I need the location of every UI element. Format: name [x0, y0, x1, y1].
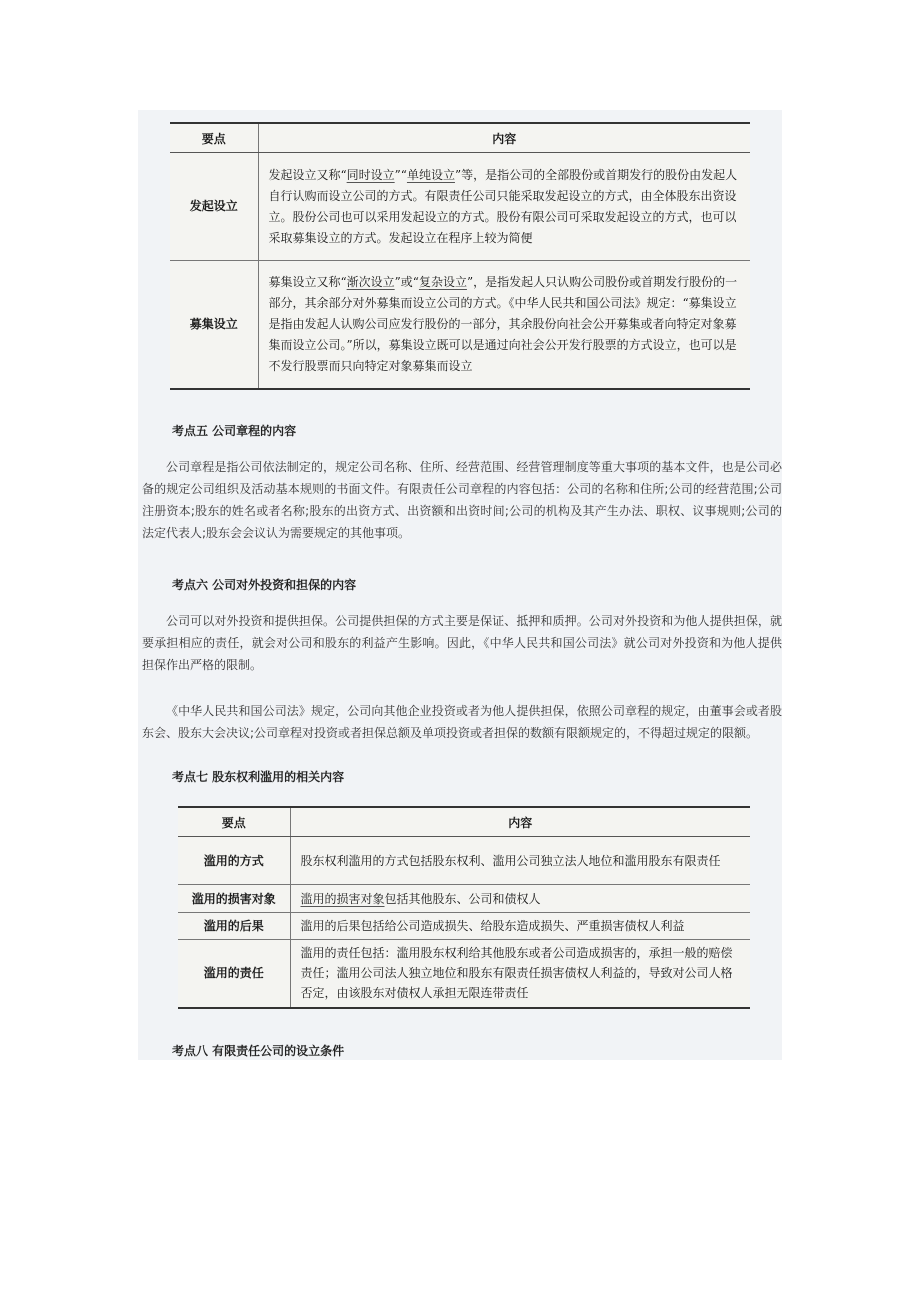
section-heading: 考点五 公司章程的内容	[172, 424, 297, 438]
column-header-content: 内容	[290, 807, 750, 837]
paragraph: 公司章程是指公司依法制定的，规定公司名称、住所、经营范围、经营管理制度等重大事项的基本文件，也是公司必备的规定公司组织及活动基本规则的书面文件。有限责任公司章程的内容包括：公司的名称和住所;公司的经营范围;公司注册资本;股东的姓名或者名称;股东的出资方式、出资额和出资时间;公司的机构及其产生办法、职权、议事规则;公司的法定代表人;股东会会议认为需要规定的其他事项。	[142, 460, 782, 540]
table-row	[178, 837, 750, 885]
table-header-row	[170, 123, 750, 153]
table-establishment-methods	[170, 122, 750, 390]
row-key: 发起设立	[170, 153, 258, 261]
row-content: 股东权利滥用的方式包括股东权利、滥用公司独立法人地位和滥用股东有限责任	[290, 837, 750, 885]
row-content: 滥用的责任包括：滥用股东权利给其他股东或者公司造成损害的，承担一般的赔偿责任；滥用公司法人独立地位和股东有限责任损害债权人利益的，导致对公司人格否定，由该股东对债权人承担无限连带责任	[290, 940, 750, 1008]
row-key: 滥用的损害对象	[178, 885, 290, 913]
content-area	[138, 110, 782, 1060]
section-heading: 考点六 公司对外投资和担保的内容	[172, 578, 357, 592]
row-content: 发起设立又称“同时设立”“单纯设立”等，是指公司的全部股份或首期发行的股份由发起人自行认购而设立公司的方式。有限责任公司只能采取发起设立的方式，由全体股东出资设立。股份公司也可以采用发起设立的方式。股份有限公司可采取发起设立的方式，也可以采取募集设立的方式。发起设立在程序上较为简便	[258, 153, 750, 261]
underlined-term: 渐次设立	[346, 274, 395, 289]
underlined-term: 滥用的损害对象	[300, 891, 385, 906]
table-row	[170, 261, 750, 389]
row-content: 募集设立又称“渐次设立”或“复杂设立”，是指发起人只认购公司股份或首期发行股份的一部分，其余部分对外募集而设立公司的方式。《中华人民共和国公司法》规定：“募集设立是指由发起人认购公司应发行股份的一部分，其余股份向社会公开募集或者向特定对象募集而设立公司。”所以，募集设立既可以是通过向社会公开发行股票的方式设立，也可以是不发行股票而只向特定对象募集而设立	[258, 261, 750, 389]
row-key: 滥用的方式	[178, 837, 290, 885]
row-key: 滥用的后果	[178, 913, 290, 940]
table-row	[178, 913, 750, 940]
row-key: 滥用的责任	[178, 940, 290, 1008]
row-content: 滥用的损害对象包括其他股东、公司和债权人	[290, 885, 750, 913]
column-header-content: 内容	[258, 123, 750, 153]
table-row	[170, 153, 750, 261]
paragraph: 《中华人民共和国公司法》规定，公司向其他企业投资或者为他人提供担保，依照公司章程的规定，由董事会或者股东会、股东大会决议;公司章程对投资或者担保总额及单项投资或者担保的数额有限额规定的，不得超过规定的限额。	[142, 704, 782, 740]
column-header-key: 要点	[170, 123, 258, 153]
column-header-key: 要点	[178, 807, 290, 837]
section-heading: 考点八 有限责任公司的设立条件	[172, 1044, 345, 1058]
underlined-term: 单纯设立	[406, 167, 455, 182]
row-key: 募集设立	[170, 261, 258, 389]
table-header-row	[178, 807, 750, 837]
table-row	[178, 940, 750, 1008]
table-row	[178, 885, 750, 913]
underlined-term: 复杂设立	[418, 274, 467, 289]
row-content: 滥用的后果包括给公司造成损失、给股东造成损失、严重损害债权人利益	[290, 913, 750, 940]
table-rights-abuse	[178, 806, 750, 1009]
underlined-term: 同时设立	[346, 167, 395, 182]
section-heading: 考点七 股东权利滥用的相关内容	[172, 770, 345, 784]
paragraph: 公司可以对外投资和提供担保。公司提供担保的方式主要是保证、抵押和质押。公司对外投资和为他人提供担保，就要承担相应的责任，就会对公司和股东的利益产生影响。因此，《中华人民共和国公司法》就公司对外投资和为他人提供担保作出严格的限制。	[142, 614, 782, 672]
